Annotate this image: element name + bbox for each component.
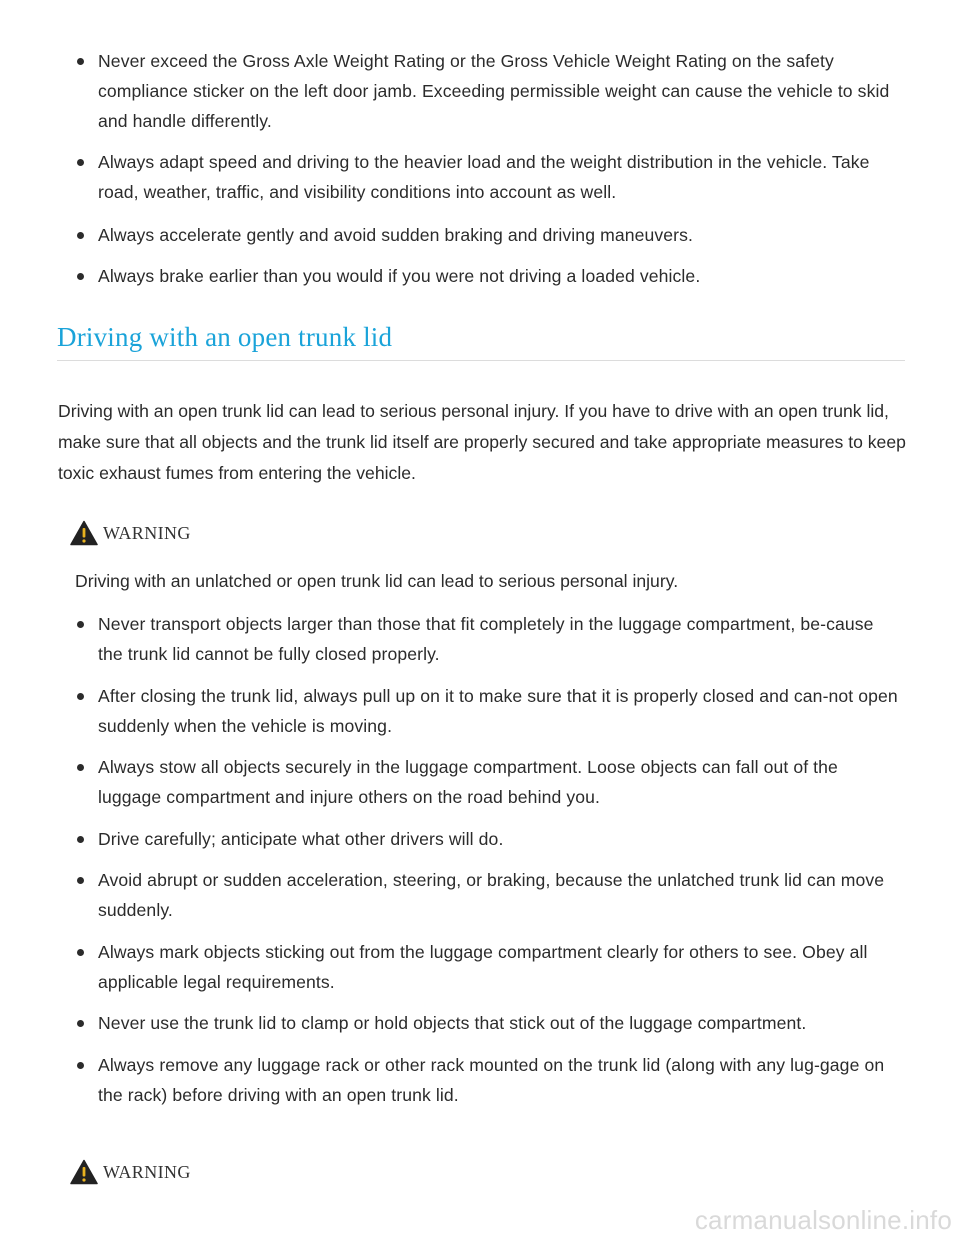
- list-item-text: Never exceed the Gross Axle Weight Rating or the Gross Vehicle Weight Rating on the safety compliance sticker on the left door jamb. Exceeding permissible weight can cause the vehicle to skid and handle differently.: [98, 51, 890, 131]
- list-item-text: Always adapt speed and driving to the heavier load and the weight distribution in the vehicle. Take road, weather, traffic, and visibility conditions into account as well.: [98, 152, 870, 202]
- bullet-dot-icon: [77, 949, 84, 956]
- section-intro: Driving with an open trunk lid can lead to serious personal injury. If you have to drive with an open trunk lid, make sure that all objects and the trunk lid itself are properly secured and take appropriate measures to keep toxic exhaust fumes from entering the vehicle.: [58, 401, 906, 483]
- warning-list: [0, 609, 960, 1121]
- list-item: [0, 937, 960, 997]
- list-item: [0, 1050, 960, 1110]
- warning-header: [70, 518, 191, 548]
- section-title: Driving with an open trunk lid: [57, 322, 393, 352]
- list-item-text: Never transport objects larger than those that fit completely in the luggage compartment, be-cause the trunk lid cannot be fully closed properly.: [98, 614, 874, 664]
- list-item-text: Always remove any luggage rack or other rack mounted on the trunk lid (along with any lug-gage on the rack) before driving with an open trunk lid.: [98, 1054, 885, 1105]
- list-item: [0, 220, 960, 250]
- list-item: [0, 824, 960, 854]
- bullet-dot-icon: [77, 621, 84, 628]
- list-item-text: Always brake earlier than you would if you were not driving a loaded vehicle.: [98, 266, 701, 286]
- bullet-dot-icon: [77, 693, 84, 700]
- list-item: [0, 681, 960, 741]
- list-item: [0, 46, 960, 136]
- bullet-dot-icon: [77, 877, 84, 884]
- list-item: [0, 609, 960, 669]
- bullet-dot-icon: [77, 273, 84, 280]
- list-item-text: After closing the trunk lid, always pull up on it to make sure that it is properly closed and can-not open suddenly when the vehicle is moving.: [98, 685, 898, 736]
- warning-triangle-icon: [70, 1159, 98, 1185]
- bullet-dot-icon: [77, 764, 84, 771]
- warning-header: [70, 1157, 191, 1187]
- list-item-text: Never use the trunk lid to clamp or hold objects that stick out of the luggage compartment.: [98, 1013, 807, 1033]
- bullet-dot-icon: [77, 232, 84, 239]
- list-item-text: Drive carefully; anticipate what other drivers will do.: [98, 828, 504, 849]
- bullet-dot-icon: [77, 836, 84, 843]
- list-item-text: Avoid abrupt or sudden acceleration, steering, or braking, because the unlatched trunk lid can move suddenly.: [98, 870, 885, 920]
- list-item-text: Always stow all objects securely in the luggage compartment. Loose objects can fall out of the luggage compartment and injure others on the road behind you.: [98, 757, 838, 807]
- warning-label: WARNING: [103, 522, 191, 543]
- list-item: [0, 1008, 960, 1038]
- warning-triangle-icon: [70, 520, 98, 546]
- list-item: [0, 261, 960, 291]
- watermark: carmanualsonline.info: [694, 1205, 952, 1235]
- bullet-dot-icon: [77, 58, 84, 65]
- list-item-text: Always accelerate gently and avoid sudden braking and driving maneuvers.: [98, 225, 693, 245]
- bullet-dot-icon: [77, 1062, 84, 1069]
- list-item: [0, 147, 960, 207]
- warning-text: Driving with an unlatched or open trunk lid can lead to serious personal injury.: [75, 571, 679, 591]
- list-item: [0, 752, 960, 812]
- heading-divider: [57, 360, 905, 361]
- list-item: [0, 865, 960, 925]
- list-item-text: Always mark objects sticking out from the luggage compartment clearly for others to see. Obey all applicable legal requirements.: [98, 941, 868, 992]
- bullet-dot-icon: [77, 1020, 84, 1027]
- load-safety-list: [0, 46, 960, 303]
- warning-label: WARNING: [103, 1161, 191, 1182]
- bullet-dot-icon: [77, 159, 84, 166]
